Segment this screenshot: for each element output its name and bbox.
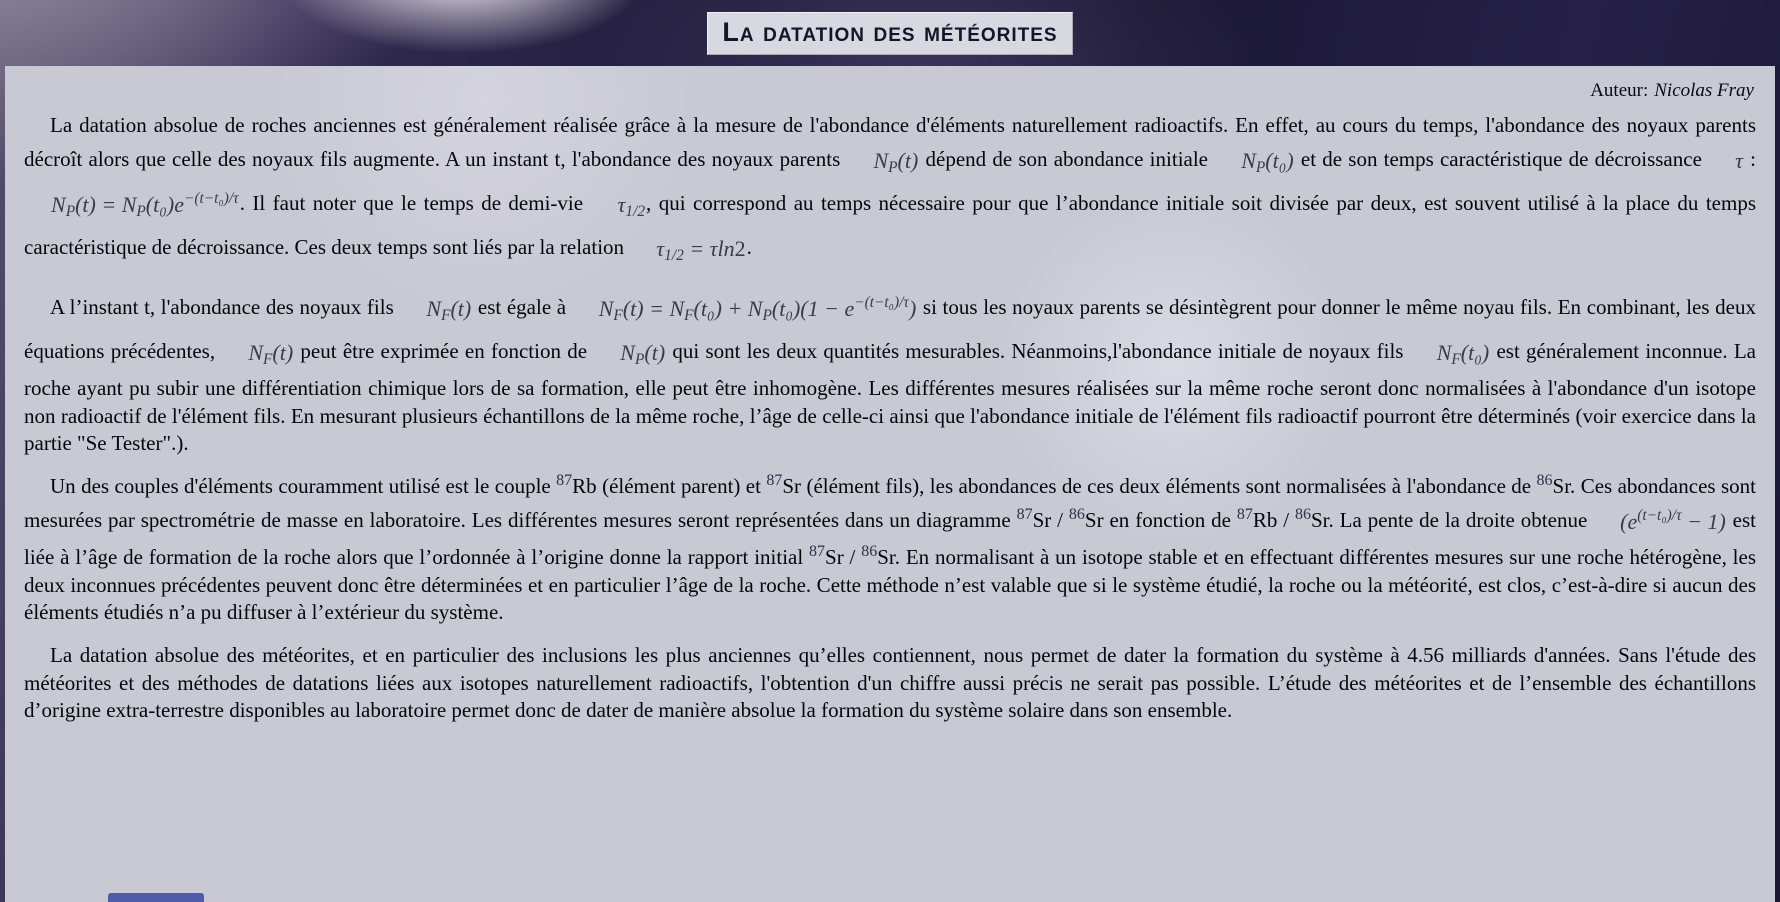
paragraph: Un des couples d'éléments couramment utilisé est le couple $^{87}$Rb (élément parent) et $^{87}$Sr (élément fils), les abondances de ces deux éléments sont normalisées à l'abondance de $^{86}$Sr. Ces abondances sont mesurées par spectrométrie de masse en laboratoire. Les différentes mesures seront représentées dans un diagramme $^{87}$Sr / $^{86}$Sr en fonction de $^{87}$Rb / $^{86}$Sr. La pente de la droite obtenue $(e^{(t-t_0)/\tau} - 1)$ est liée à l’âge de formation de la roche alors que l’ordonnée à l’origine donne la rapport initial $^{87}$Sr / $^{86}$Sr. En normalisant à un isotope stable et en effectuant différentes mesures sur une roche hétérogène, les deux inconnues précédentes peuvent donc être déterminées et en particulier l’âge de la roche. Cette méthode n’est valable que si le système étudié, la roche ou la météorité, est clos, c’est-à-dire si aucun des éléments étudiés n’a pu diffuser à l’extérieur du système. [24, 472, 1757, 625]
paragraph: La datation absolue des météorites, et en particulier des inclusions les plus anciennes qu’elles contiennent, nous permet de dater la formation du système à 4.56 milliards d'années. Sans l'étude des météorites et des méthodes de datations liées aux isotopes naturellement radioactifs, l'obtention d'un chiffre aussi précis ne serait pas possible. L’étude des météorites et de l’ensemble des échantillons d’origine extra-terrestre disponibles au laboratoire permet donc de dater de manière absolue la formation du système solaire dans son ensemble. [24, 643, 1756, 722]
author-name: Nicolas Fray [1654, 80, 1754, 101]
math-formula: $N_P(t)$ [620, 340, 666, 369]
isotope-superscript: 86 [1068, 506, 1085, 524]
isotope-superscript: 87 [1236, 506, 1253, 524]
math-formula: $\tau_{1/2} = \tau\ln 2$ [656, 236, 746, 265]
paragraph: La datation absolue de roches anciennes est généralement réalisée grâce à la mesure de l'abondance d'éléments naturellement radioactifs. En effet, au cours du temps, l'abondance des noyaux parents décroît alors que celle des noyaux fils augmente. A un instant t, l'abondance des noyaux parents $N_P(t)$ dépend de son abondance initiale $N_P(t_0)$ et de son temps caractéristique de décroissance τ : $N_P(t) = N_P(t_0)e^{-(t-t_0)/\tau}$. Il faut noter que le temps de demi-vie $\tau_{1/2}$, qui correspond au temps nécessaire pour que l’abondance initiale soit divisée par deux, est souvent utilisé à la place du temps caractéristique de décroissance. Ces deux temps sont liés par la relation $\tau_{1/2} = \tau\ln 2$. [24, 112, 1756, 271]
content-panel [5, 66, 1775, 902]
article-body [24, 112, 1756, 724]
author-label: Auteur: [1590, 80, 1649, 101]
math-formula: $N_F(t)$ [426, 296, 472, 325]
isotope-superscript: 86 [1295, 506, 1311, 524]
math-formula: $N_F(t_0)$ [1436, 340, 1490, 369]
math-formula: $N_F(t)$ [248, 340, 294, 369]
page-title: La datation des météorites [707, 12, 1072, 55]
isotope-superscript: 87 [766, 472, 783, 490]
math-formula: τ [1735, 148, 1743, 174]
isotope-superscript: 86 [1536, 472, 1553, 490]
author-line [24, 80, 1754, 102]
isotope-superscript: 87 [1016, 506, 1033, 524]
math-formula: $N_P(t_0)$ [1241, 148, 1294, 177]
isotope-superscript: 87 [809, 543, 826, 561]
isotope-superscript: 86 [861, 543, 878, 561]
isotope-superscript: 87 [556, 472, 573, 490]
math-formula: $(e^{(t-t_0)/\tau} - 1)$ [1620, 507, 1726, 535]
partial-nav-button[interactable] [108, 893, 204, 902]
math-formula: $\tau_{1/2}$ [617, 192, 646, 221]
math-formula: $N_P(t)$ [873, 148, 919, 177]
paragraph: A l’instant t, l'abondance des noyaux fils $N_F(t)$ est égale à $N_F(t) = N_F(t_0) + N_P(t_0)(1 - e^{-(t-t_0)/\tau})$ si tous les noyaux parents se désintègrent pour donner le même noyau fils. En combinant, les deux équations précédentes, $N_F(t)$ peut être exprimée en fonction de $N_P(t)$ qui sont les deux quantités mesurables. Néanmoins,l'abondance initiale de noyaux fils $N_F(t_0)$ est généralement inconnue. La roche ayant pu subir une différentiation chimique lors de sa formation, elle peut être inhomogène. Les différentes mesures réalisées sur la même roche seront donc normalisées à l'abondance d'un isotope non radioactif de l'élément fils. En mesurant plusieurs échantillons de la même roche, l’âge de celle-ci ainsi que l'abondance initiale de l'élément fils radioactif pourront être déterminés (voir exercice dans la partie "Se Tester".). [24, 287, 1756, 457]
math-formula: $N_F(t) = N_F(t_0) + N_P(t_0)(1 - e^{-(t-t_0)/\tau})$ [598, 294, 917, 325]
page-header [0, 0, 1780, 66]
math-formula: $N_P(t) = N_P(t_0)e^{-(t-t_0)/\tau}$ [51, 190, 239, 221]
